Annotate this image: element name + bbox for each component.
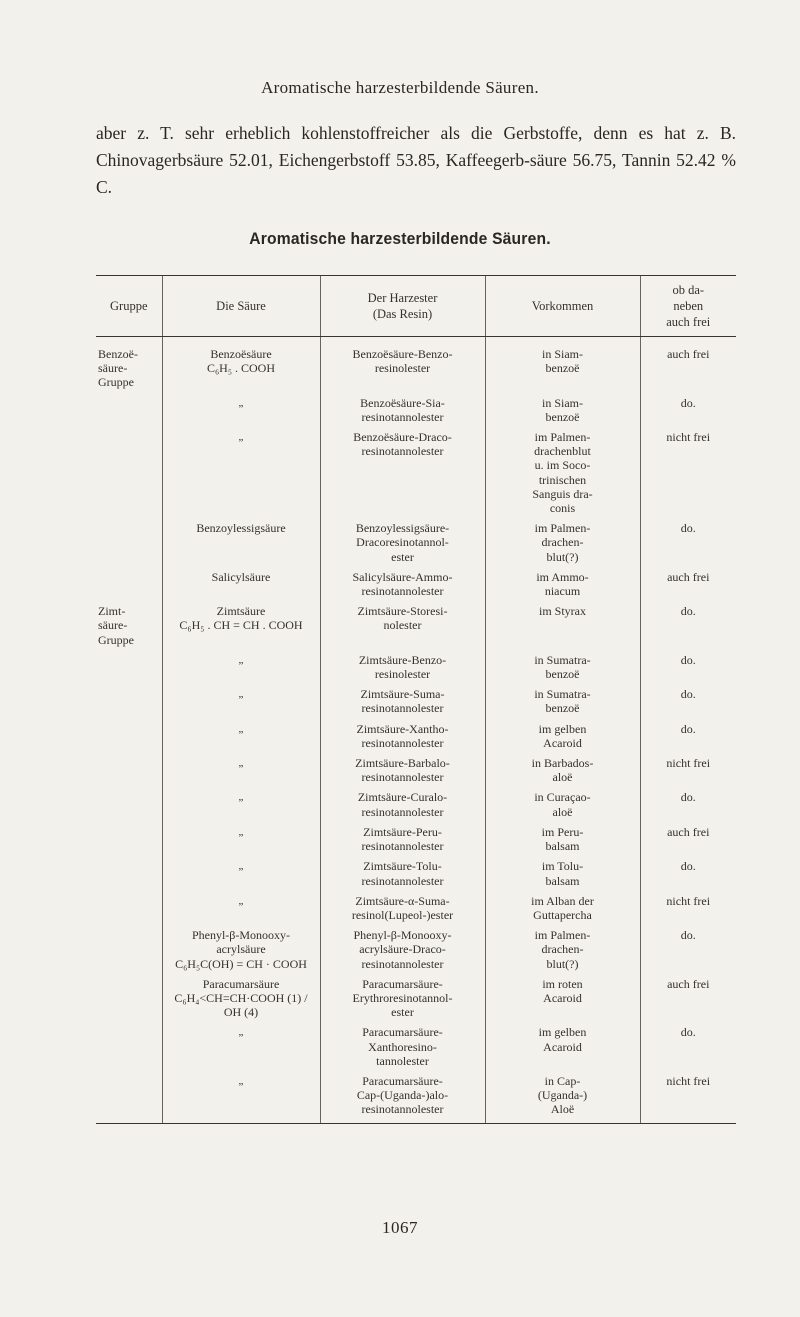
cell-frei: nicht frei bbox=[640, 1068, 736, 1123]
cell-gruppe bbox=[96, 1068, 162, 1123]
cell-harzester: Zimtsäure-Barbalo- resinotannolester bbox=[320, 750, 485, 784]
cell-saeure: „ bbox=[162, 390, 320, 424]
cell-vorkommen: in Sumatra- benzoë bbox=[485, 681, 640, 715]
section-title: Aromatische harzesterbildende Säuren. bbox=[249, 229, 551, 248]
cell-saeure: Phenyl-β-Monooxy- acrylsäure C₆H₅C(OH) = CH · COOH bbox=[162, 922, 320, 971]
cell-harzester: Paracumarsäure- Xanthoresino- tannolester bbox=[320, 1019, 485, 1068]
table-row bbox=[96, 922, 736, 971]
cell-gruppe bbox=[96, 971, 162, 1020]
cell-harzester: Zimtsäure-Storesi- nolester bbox=[320, 598, 485, 647]
cell-gruppe bbox=[96, 647, 162, 681]
cell-gruppe bbox=[96, 515, 162, 564]
cell-harzester: Salicylsäure-Ammo- resinotannolester bbox=[320, 564, 485, 598]
cell-gruppe bbox=[96, 819, 162, 853]
cell-gruppe bbox=[96, 853, 162, 887]
cell-harzester: Zimtsäure-Benzo- resinolester bbox=[320, 647, 485, 681]
cell-frei: auch frei bbox=[640, 564, 736, 598]
cell-vorkommen: in Barbados- aloë bbox=[485, 750, 640, 784]
cell-frei: do. bbox=[640, 853, 736, 887]
cell-gruppe: Benzoë- säure- Gruppe bbox=[98, 347, 138, 390]
table-row bbox=[96, 716, 736, 750]
cell-frei: do. bbox=[640, 681, 736, 715]
cell-frei: do. bbox=[640, 390, 736, 424]
table-row bbox=[96, 515, 736, 564]
table-row bbox=[96, 1019, 736, 1068]
cell-frei: do. bbox=[640, 784, 736, 818]
cell-frei: do. bbox=[640, 716, 736, 750]
running-head: Aromatische harzesterbildende Säuren. bbox=[261, 78, 539, 97]
cell-saeure: „ bbox=[162, 716, 320, 750]
cell-vorkommen: im gelben Acaroid bbox=[485, 716, 640, 750]
cell-vorkommen: im Palmen- drachenblut u. im Soco- trinischen Sanguis dra- conis bbox=[485, 424, 640, 515]
cell-frei: auch frei bbox=[640, 819, 736, 853]
cell-gruppe bbox=[96, 424, 162, 515]
cell-harzester: Benzoësäure-Sia- resinotannolester bbox=[320, 390, 485, 424]
table-row bbox=[96, 853, 736, 887]
cell-saeure: Salicylsäure bbox=[162, 564, 320, 598]
cell-harzester: Zimtsäure-Curalo- resinotannolester bbox=[320, 784, 485, 818]
cell-harzester: Zimtsäure-Xantho- resinotannolester bbox=[320, 716, 485, 750]
table-row bbox=[96, 337, 736, 390]
cell-vorkommen: im Alban der Guttapercha bbox=[485, 888, 640, 922]
cell-vorkommen: im Tolu- balsam bbox=[485, 853, 640, 887]
intro-paragraph: aber z. T. sehr erheblich kohlenstoffreicher als die Gerbstoffe, denn es hat z. B. Chinovagerbsäure 52.01, Eichengerbstoff 53.85, Kaffeegerb-säure 56.75, Tannin 52.42 % C. bbox=[96, 123, 736, 197]
table-header bbox=[96, 276, 736, 337]
cell-vorkommen: in Curaçao- aloë bbox=[485, 784, 640, 818]
cell-saeure: „ bbox=[162, 819, 320, 853]
table-body bbox=[96, 337, 736, 1124]
cell-frei: do. bbox=[640, 922, 736, 971]
cell-gruppe bbox=[96, 750, 162, 784]
cell-frei: auch frei bbox=[640, 337, 736, 390]
cell-harzester: Zimtsäure-Peru- resinotannolester bbox=[320, 819, 485, 853]
header-saeure: Die Säure bbox=[162, 276, 320, 337]
table-row bbox=[96, 750, 736, 784]
cell-gruppe bbox=[96, 564, 162, 598]
cell-vorkommen: im roten Acaroid bbox=[485, 971, 640, 1020]
table-row bbox=[96, 598, 736, 647]
cell-gruppe bbox=[96, 922, 162, 971]
cell-frei: nicht frei bbox=[640, 424, 736, 515]
acid-table bbox=[96, 275, 736, 1124]
page-number: 1067 bbox=[382, 1218, 418, 1237]
header-vorkommen: Vorkommen bbox=[485, 276, 640, 337]
cell-saeure: Paracumarsäure C₆H₄<CH=CH·COOH (1) / OH (4) bbox=[162, 971, 320, 1020]
cell-vorkommen: in Siam- benzoë bbox=[485, 337, 640, 390]
header-gruppe: Gruppe bbox=[96, 276, 162, 337]
table-row bbox=[96, 888, 736, 922]
cell-vorkommen: im Peru- balsam bbox=[485, 819, 640, 853]
cell-harzester: Zimtsäure-α-Suma- resinol(Lupeol-)ester bbox=[320, 888, 485, 922]
header-frei: ob da- neben auch frei bbox=[640, 276, 736, 337]
cell-vorkommen: im Palmen- drachen- blut(?) bbox=[485, 515, 640, 564]
cell-harzester: Benzoylessigsäure- Dracoresinotannol- ester bbox=[320, 515, 485, 564]
cell-gruppe: Zimt- säure- Gruppe bbox=[98, 604, 134, 647]
cell-gruppe bbox=[96, 888, 162, 922]
cell-saeure: Benzoësäure C₆H₅ . COOH bbox=[162, 337, 320, 390]
cell-vorkommen: im gelben Acaroid bbox=[485, 1019, 640, 1068]
cell-frei: nicht frei bbox=[640, 750, 736, 784]
table-row bbox=[96, 784, 736, 818]
cell-saeure: Benzoylessigsäure bbox=[162, 515, 320, 564]
cell-harzester: Paracumarsäure- Erythroresinotannol- ester bbox=[320, 971, 485, 1020]
table-row bbox=[96, 681, 736, 715]
header-harzester: Der Harzester (Das Resin) bbox=[320, 276, 485, 337]
cell-gruppe bbox=[96, 1019, 162, 1068]
table-row bbox=[96, 424, 736, 515]
cell-gruppe bbox=[96, 784, 162, 818]
cell-saeure: „ bbox=[162, 888, 320, 922]
cell-gruppe bbox=[96, 681, 162, 715]
cell-gruppe bbox=[96, 390, 162, 424]
cell-frei: do. bbox=[640, 1019, 736, 1068]
table-row bbox=[96, 971, 736, 1020]
cell-harzester: Zimtsäure-Suma- resinotannolester bbox=[320, 681, 485, 715]
cell-saeure: Zimtsäure C₆H₅ . CH = CH . COOH bbox=[162, 598, 320, 647]
table-row bbox=[96, 390, 736, 424]
cell-frei: do. bbox=[640, 647, 736, 681]
table-row bbox=[96, 647, 736, 681]
cell-saeure: „ bbox=[162, 1068, 320, 1123]
cell-vorkommen: in Cap- (Uganda-) Aloë bbox=[485, 1068, 640, 1123]
cell-harzester: Benzoësäure-Draco- resinotannolester bbox=[320, 424, 485, 515]
cell-harzester: Phenyl-β-Monooxy- acrylsäure-Draco- resinotannolester bbox=[320, 922, 485, 971]
cell-frei: auch frei bbox=[640, 971, 736, 1020]
cell-saeure: „ bbox=[162, 681, 320, 715]
table-row bbox=[96, 1068, 736, 1123]
table-row bbox=[96, 564, 736, 598]
table-row bbox=[96, 819, 736, 853]
cell-saeure: „ bbox=[162, 784, 320, 818]
cell-saeure: „ bbox=[162, 853, 320, 887]
cell-saeure: „ bbox=[162, 647, 320, 681]
cell-frei: do. bbox=[640, 515, 736, 564]
cell-saeure: „ bbox=[162, 424, 320, 515]
cell-vorkommen: im Ammo- niacum bbox=[485, 564, 640, 598]
cell-frei: nicht frei bbox=[640, 888, 736, 922]
cell-harzester: Paracumarsäure- Cap-(Uganda-)alo- resinotannolester bbox=[320, 1068, 485, 1123]
cell-frei: do. bbox=[640, 598, 736, 647]
cell-vorkommen: im Palmen- drachen- blut(?) bbox=[485, 922, 640, 971]
cell-saeure: „ bbox=[162, 750, 320, 784]
cell-gruppe bbox=[96, 716, 162, 750]
cell-vorkommen: in Siam- benzoë bbox=[485, 390, 640, 424]
cell-saeure: „ bbox=[162, 1019, 320, 1068]
cell-vorkommen: im Styrax bbox=[485, 598, 640, 647]
cell-vorkommen: in Sumatra- benzoë bbox=[485, 647, 640, 681]
cell-harzester: Benzoësäure-Benzo- resinolester bbox=[320, 337, 485, 390]
cell-harzester: Zimtsäure-Tolu- resinotannolester bbox=[320, 853, 485, 887]
